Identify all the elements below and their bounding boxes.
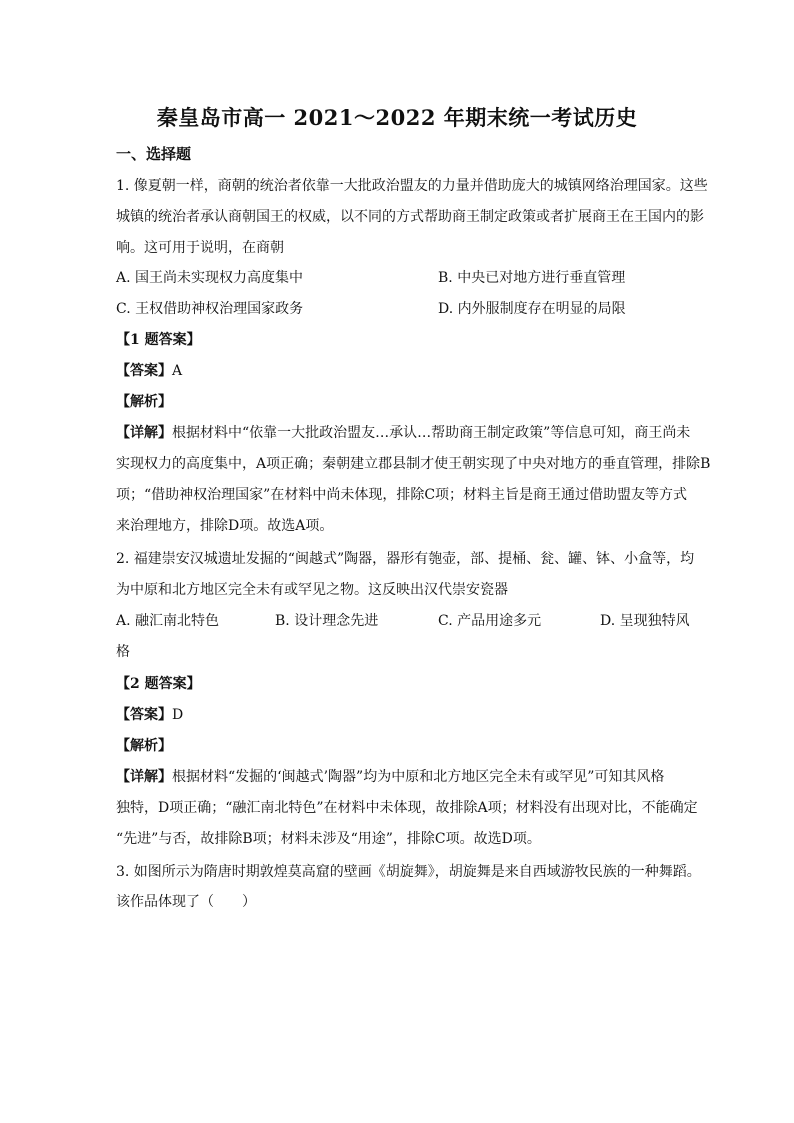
q2-answer-header: 【2 题答案】: [116, 676, 201, 692]
q2-option-a: A. 融汇南北特色: [116, 613, 220, 629]
q1-option-c: C. 王权借助神权治理国家政务: [116, 301, 304, 317]
q2-option-d-wrap: 格: [116, 644, 130, 660]
q2-analysis-header: 【解析】: [116, 738, 172, 754]
q1-detail-line-3: 项；“借助神权治理国家”在材料中尚未体现，排除C项；材料主旨是商王通过借助盟友等方式: [116, 487, 688, 503]
document-title: 秦皇岛市高一 2021～2022 年期末统一考试历史: [156, 105, 638, 130]
answer-value: A: [172, 363, 183, 379]
q1-answer-header: 【1 题答案】: [116, 332, 201, 348]
answer-value: D: [172, 707, 184, 723]
q2-detail-line-1: [116, 767, 664, 787]
q2-answer: [116, 705, 183, 725]
detail-label: 【详解】: [116, 425, 172, 441]
detail-label: 【详解】: [116, 769, 172, 785]
q2-option-c: C. 产品用途多元: [438, 613, 542, 629]
detail-text: 根据材料中“依靠一大批政治盟友…承认…帮助商王制定政策”等信息可知，商王尚未: [172, 425, 691, 441]
detail-text: 根据材料“发掘的‘闽越式’陶器”均为中原和北方地区完全未有或罕见”可知其风格: [172, 769, 665, 785]
q1-stem-line-1: 1. 像夏朝一样，商朝的统治者依靠一大批政治盟友的力量并借助庞大的城镇网络治理国家。这些: [116, 178, 708, 194]
answer-label: 【答案】: [116, 707, 172, 723]
q2-option-d: D. 呈现独特风: [600, 613, 690, 629]
q1-answer: [116, 361, 182, 381]
q1-option-d: D. 内外服制度存在明显的局限: [438, 301, 626, 317]
q2-stem-line-1: 2. 福建崇安汉城遗址发掘的“闽越式”陶器，器形有匏壶，部、提桶、瓮、罐、钵、小盒等，均: [116, 551, 695, 567]
q3-stem-line-1: 3. 如图所示为隋唐时期敦煌莫高窟的壁画《胡旋舞》，胡旋舞是来自西域游牧民族的一种舞蹈。: [116, 864, 701, 880]
q2-detail-line-3: “先进”与否，故排除B项；材料未涉及“用途”，排除C项。故选D项。: [116, 831, 541, 847]
q2-detail-line-2: 独特，D项正确；“融汇南北特色”在材料中未体现，故排除A项；材料没有出现对比，不能确定: [116, 800, 698, 816]
q1-detail-line-4: 来治理地方，排除D项。故选A项。: [116, 518, 334, 534]
q1-option-b: B. 中央已对地方进行垂直管理: [438, 270, 626, 286]
q1-option-a: A. 国王尚未实现权力高度集中: [116, 270, 304, 286]
answer-label: 【答案】: [116, 363, 172, 379]
q3-stem-line-2: 该作品体现了（ ）: [116, 894, 256, 910]
q2-option-b: B. 设计理念先进: [275, 613, 379, 629]
q1-detail-line-2: 实现权力的高度集中，A项正确；秦朝建立郡县制才使王朝实现了中央对地方的垂直管理，排除B: [116, 456, 711, 472]
q1-analysis-header: 【解析】: [116, 394, 172, 410]
q1-detail-line-1: [116, 423, 690, 443]
q1-stem-line-2: 城镇的统治者承认商朝国王的权威，以不同的方式帮助商王制定政策或者扩展商王在王国内的影: [116, 209, 704, 225]
q2-stem-line-2: 为中原和北方地区完全未有或罕见之物。这反映出汉代崇安瓷器: [116, 582, 508, 598]
section-heading: 一、选择题: [116, 145, 192, 163]
q1-stem-line-3: 响。这可用于说明，在商朝: [116, 240, 284, 256]
